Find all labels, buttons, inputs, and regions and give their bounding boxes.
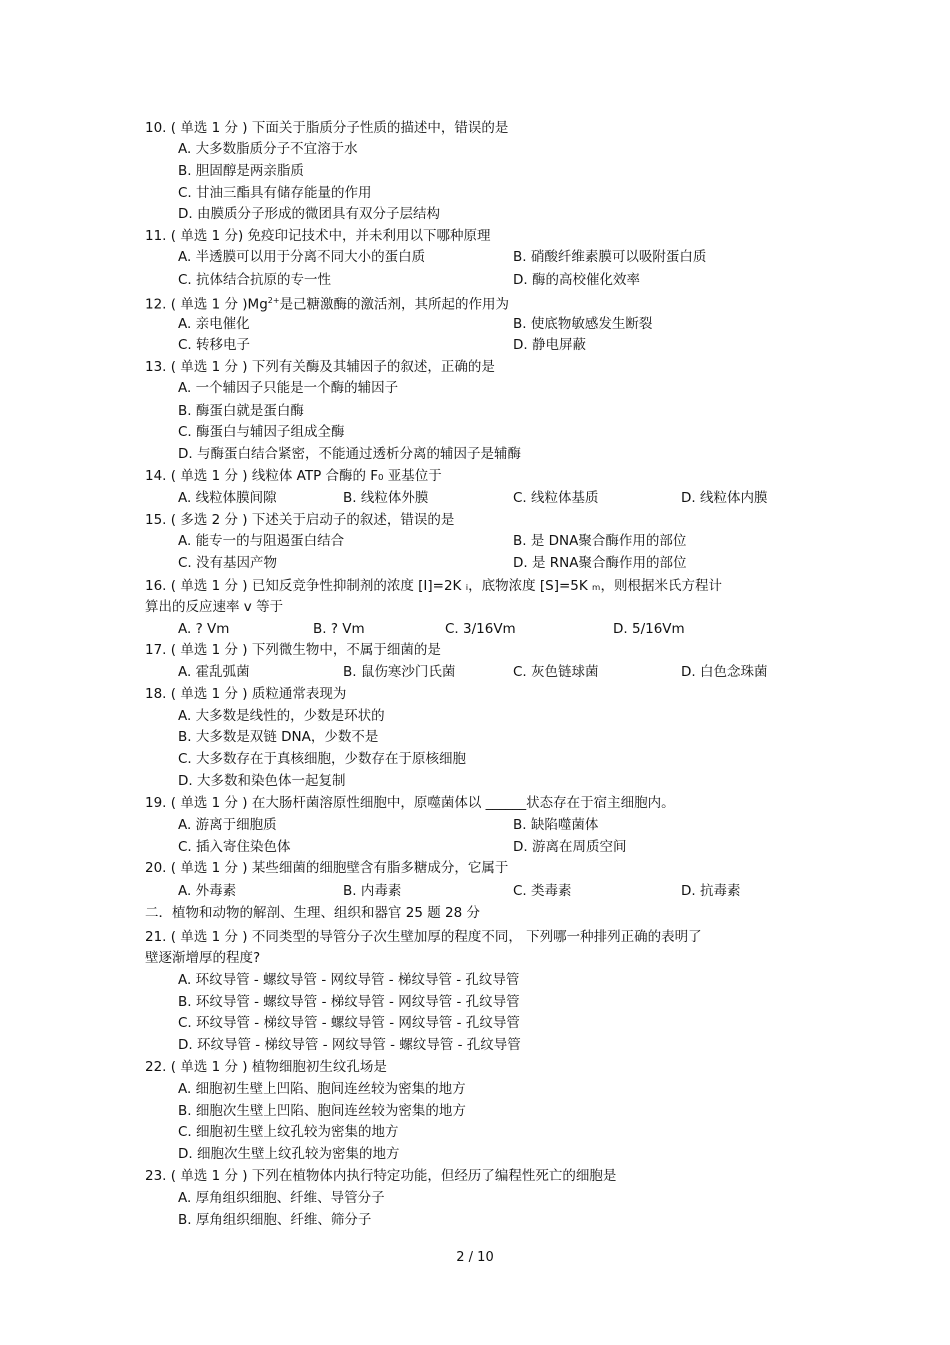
question-22-option-b: B. 细胞次生壁上凹陷、胞间连丝较为密集的地方 — [178, 1103, 466, 1119]
question-12-option-c: C. 转移电子 — [178, 337, 251, 353]
question-18-option-c: C. 大多数存在于真核细胞，少数存在于原核细胞 — [178, 751, 467, 767]
question-15-option-c: C. 没有基因产物 — [178, 555, 278, 571]
question-10-stem: 10. ( 单选 1 分 ) 下面关于脂质分子性质的描述中，错误的是 — [145, 120, 509, 136]
question-11-option-b: B. 硝酸纤维素膜可以吸附蛋白质 — [513, 249, 707, 265]
question-17-option-b: B. 鼠伤寒沙门氏菌 — [343, 664, 456, 680]
question-21-stem: 21. ( 单选 1 分 ) 不同类型的导管分子次生壁加厚的程度不同， 下列哪一种排列正确的表明了 — [145, 929, 702, 945]
question-14-option-c: C. 线粒体基质 — [513, 490, 599, 506]
question-20-stem: 20. ( 单选 1 分 ) 某些细菌的细胞壁含有脂多糖成分，它属于 — [145, 860, 509, 876]
question-16-option-a: A. ? Vm — [178, 621, 230, 637]
question-16-stem-continued: 算出的反应速率 v 等于 — [145, 599, 284, 615]
question-14-stem: 14. ( 单选 1 分 ) 线粒体 ATP 合酶的 F₀ 亚基位于 — [145, 468, 442, 484]
question-13-option-c: C. 酶蛋白与辅因子组成全酶 — [178, 424, 345, 440]
question-11-option-a: A. 半透膜可以用于分离不同大小的蛋白质 — [178, 249, 426, 265]
question-10-option-c: C. 甘油三酯具有储存能量的作用 — [178, 185, 372, 201]
question-20-option-d: D. 抗毒素 — [681, 883, 741, 899]
question-19-stem: 19. ( 单选 1 分 ) 在大肠杆菌溶原性细胞中，原噬菌体以 ______状态存在于宿主细胞内。 — [145, 795, 675, 811]
question-12-option-b: B. 使底物敏感发生断裂 — [513, 316, 653, 332]
question-17-stem: 17. ( 单选 1 分 ) 下列微生物中，不属于细菌的是 — [145, 642, 441, 658]
question-10-option-a: A. 大多数脂质分子不宜溶于水 — [178, 141, 358, 157]
question-15-stem: 15. ( 多选 2 分 ) 下述关于启动子的叙述，错误的是 — [145, 512, 455, 528]
question-12-option-a: A. 亲电催化 — [178, 316, 250, 332]
question-19-option-d: D. 游离在周质空间 — [513, 839, 627, 855]
question-16-option-b: B. ? Vm — [313, 621, 365, 637]
question-13-option-b: B. 酶蛋白就是蛋白酶 — [178, 403, 304, 419]
question-13-option-a: A. 一个辅因子只能是一个酶的辅因子 — [178, 380, 399, 396]
question-21-stem-continued: 壁逐渐增厚的程度? — [145, 950, 261, 966]
question-12-stem — [145, 291, 509, 315]
question-21-option-a: A. 环纹导管 - 螺纹导管 - 网纹导管 - 梯纹导管 - 孔纹导管 — [178, 972, 520, 988]
question-16-stem: 16. ( 单选 1 分 ) 已知反竞争性抑制剂的浓度 [I]=2K ᵢ，底物浓度 [S]=5K ₘ，则根据米氏方程计 — [145, 578, 722, 594]
question-23-option-a: A. 厚角组织细胞、纤维、导管分子 — [178, 1190, 385, 1206]
question-13-option-d: D. 与酶蛋白结合紧密，不能通过透析分离的辅因子是辅酶 — [178, 446, 521, 462]
question-18-option-b: B. 大多数是双链 DNA，少数不是 — [178, 729, 379, 745]
question-12-stem-superscript: 2+ — [267, 296, 280, 305]
question-17-option-c: C. 灰色链球菌 — [513, 664, 599, 680]
question-14-option-b: B. 线粒体外膜 — [343, 490, 429, 506]
question-21-option-b: B. 环纹导管 - 螺纹导管 - 梯纹导管 - 网纹导管 - 孔纹导管 — [178, 994, 520, 1010]
question-14-option-a: A. 线粒体膜间隙 — [178, 490, 277, 506]
page-number: 2 / 10 — [456, 1250, 494, 1265]
question-19-option-b: B. 缺陷噬菌体 — [513, 817, 599, 833]
question-16-option-d: D. 5/16Vm — [613, 621, 685, 637]
question-20-option-a: A. 外毒素 — [178, 883, 237, 899]
section-2-heading: 二．植物和动物的解剖、生理、组织和器官 25 题 28 分 — [145, 905, 481, 921]
question-11-option-c: C. 抗体结合抗原的专一性 — [178, 272, 332, 288]
question-18-stem: 18. ( 单选 1 分 ) 质粒通常表现为 — [145, 686, 347, 702]
question-13-stem: 13. ( 单选 1 分 ) 下列有关酶及其辅因子的叙述，正确的是 — [145, 359, 495, 375]
question-19-option-a: A. 游离于细胞质 — [178, 817, 277, 833]
question-15-option-d: D. 是 RNA聚合酶作用的部位 — [513, 555, 687, 571]
question-16-option-c: C. 3/16Vm — [445, 621, 516, 637]
question-18-option-a: A. 大多数是线性的，少数是环状的 — [178, 708, 385, 724]
question-21-option-c: C. 环纹导管 - 梯纹导管 - 螺纹导管 - 网纹导管 - 孔纹导管 — [178, 1015, 520, 1031]
question-22-option-a: A. 细胞初生壁上凹陷、胞间连丝较为密集的地方 — [178, 1081, 466, 1097]
question-15-option-a: A. 能专一的与阻遏蛋白结合 — [178, 533, 345, 549]
question-23-stem: 23. ( 单选 1 分 ) 下列在植物体内执行特定功能，但经历了编程性死亡的细胞是 — [145, 1168, 617, 1184]
question-12-option-d: D. 静电屏蔽 — [513, 337, 586, 353]
question-15-option-b: B. 是 DNA聚合酶作用的部位 — [513, 533, 687, 549]
question-17-option-a: A. 霍乱弧菌 — [178, 664, 250, 680]
question-18-option-d: D. 大多数和染色体一起复制 — [178, 773, 346, 789]
question-19-option-c: C. 插入寄住染色体 — [178, 839, 291, 855]
question-17-option-d: D. 白色念珠菌 — [681, 664, 768, 680]
question-11-option-d: D. 酶的高校催化效率 — [513, 272, 640, 288]
question-21-option-d: D. 环纹导管 - 梯纹导管 - 网纹导管 - 螺纹导管 - 孔纹导管 — [178, 1037, 521, 1053]
question-22-option-d: D. 细胞次生壁上纹孔较为密集的地方 — [178, 1146, 400, 1162]
question-12-stem-prefix: 12. ( 单选 1 分 )Mg — [145, 296, 268, 313]
question-11-stem: 11. ( 单选 1 分) 免疫印记技术中，并未利用以下哪种原理 — [145, 228, 491, 244]
question-14-option-d: D. 线粒体内膜 — [681, 490, 768, 506]
question-23-option-b: B. 厚角组织细胞、纤维、筛分子 — [178, 1212, 372, 1228]
question-20-option-c: C. 类毒素 — [513, 883, 572, 899]
question-12-stem-suffix: 是己糖激酶的激活剂，其所起的作用为 — [279, 296, 510, 313]
question-10-option-d: D. 由膜质分子形成的微团具有双分子层结构 — [178, 206, 440, 222]
question-22-stem: 22. ( 单选 1 分 ) 植物细胞初生纹孔场是 — [145, 1059, 387, 1075]
question-22-option-c: C. 细胞初生壁上纹孔较为密集的地方 — [178, 1124, 399, 1140]
question-10-option-b: B. 胆固醇是两亲脂质 — [178, 163, 304, 179]
question-20-option-b: B. 内毒素 — [343, 883, 402, 899]
